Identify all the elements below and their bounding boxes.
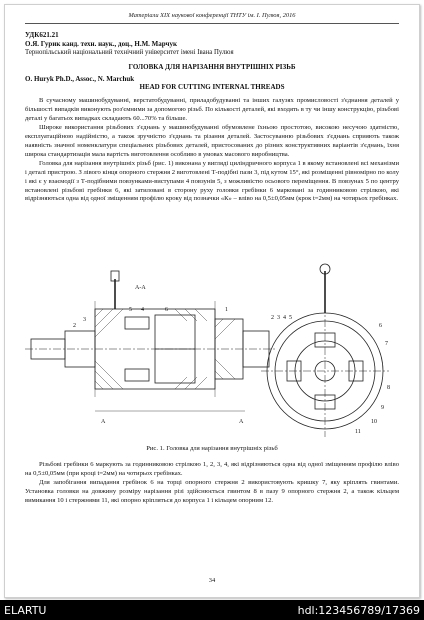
authors-en: O. Huryk Ph.D., Assoc., N. Marchuk xyxy=(25,75,135,83)
paragraph: В сучасному машинобудуванні, верстатобудуванні, приладобудуванні та інших галузях промисловості з'єднання деталей у більшості випадків виконують роз'ємними за допомогою різьб. По кількості деталей, які входять в ту чи іншу конструкцію, різьбові деталі у багатьох випадках складають 60...70% та більше. xyxy=(25,97,399,122)
repository-name: ELARTU xyxy=(4,604,47,617)
affiliation: Тернопільський національний технічний університет імені Івана Пулюя xyxy=(25,49,234,56)
authors-ua: О.Я. Гурик канд. техн. наук., доц., Н.М. Марчук xyxy=(25,40,177,48)
fig-label: 6 xyxy=(165,307,168,313)
fig-label: А-А xyxy=(135,285,146,291)
fig-label: 8 xyxy=(387,385,390,391)
section-view xyxy=(25,271,275,411)
fig-label: 6 xyxy=(379,323,382,329)
fig-label: 4 xyxy=(141,307,144,313)
body-text-1 xyxy=(25,97,399,204)
paragraph: Для запобігання випадання гребінок 6 на торці опорного стержня 2 використовують кришку 7, яку кріплять гвинтами. Установка головки на довжину розміру нарізання різі здійснюється гвинтом 8 в пазу 9 опорного стержня 2, а також кільцем вимикання 10 і стержнями 11, які опорно кріпляться до корпуса 1 і кільцем опорним 12. xyxy=(25,478,399,504)
fig-label: 5 xyxy=(289,315,292,321)
figure-caption: Рис. 1. Головка для нарізання внутрішніх різьб xyxy=(146,445,278,452)
fig-label: 4 xyxy=(283,315,286,321)
fig-label: 9 xyxy=(381,405,384,411)
paragraph: Головка для нарізання внутрішніх різьб (рис. 1) виконана у вигляді циліндричного корпуса 1 в якому встановлені всі механізми і деталі пристрою. З лівого кінця опорного стержня 2 виготовлені Т-подібні пази 3, під кутом 15°, які розміщенні рівномірно по колу і які є у взаємодії з Т-подібними повзунками-виступами 4 повзунів 5, з можливістю осьового переміщення. В повзунах 5 по центру встановлені різьбові гребінки 6, які затиловані в сторону руху головки гребінки 6 марковані за годинниковою стрілкою, які відрізняються одна від одної зміщенням профілю кроку від позначки «К» – вліво на 0,5±0,05мм (крок t=2мм) на чотирьох гребінках. xyxy=(25,159,399,203)
end-view xyxy=(261,264,389,437)
fig-label: 11 xyxy=(355,429,361,435)
fig-label: 10 xyxy=(371,419,377,425)
fig-label: 1 xyxy=(225,307,228,313)
paragraph: Різьбові гребінки 6 маркують за годинниковою стрілкою 1, 2, 3, 4, які відрізняються одна від одної зміщенням профілю вліво на 0,5±0,05мм (при кроці t=2мм) на чотирьох гребінках. xyxy=(25,461,399,477)
paper-page xyxy=(4,4,420,598)
title-en: HEAD FOR CUTTING INTERNAL THREADS xyxy=(139,83,285,91)
body-text-2 xyxy=(25,461,399,506)
fig-label: 2 xyxy=(271,315,274,321)
fig-label: 3 xyxy=(83,317,86,323)
fig-label: 3 xyxy=(277,315,280,321)
fig-label: 5 xyxy=(129,307,132,313)
fig-label: А xyxy=(239,419,244,425)
fig-label: 2 xyxy=(73,323,76,329)
paragraph: Широке використання різьбових з'єднань у машинобудуванні обумовлене їхньою простотою, високою несучою здатністю, експлуатаційною надійністю, а також зручністю з'єднань та різання деталей. Застосуванню різьбових з'єднань сприяють також наявність значної номенклатури спеціальних різьбових деталей, пристосованих до різних конструктивних варіантів з'єднань, їхня широка стандартизація мала вартість виготовлення особливо в умовах масового виробництва. xyxy=(25,123,399,158)
running-header: Матеріали XIX наукової конференції ТНТУ ім. І. Пулюя, 2016 xyxy=(128,12,296,19)
figure-drawing xyxy=(25,261,399,439)
udc-code: УДК621.21 xyxy=(25,31,59,39)
page-number: 34 xyxy=(208,577,216,584)
viewer-footer xyxy=(0,600,424,620)
fig-label: А xyxy=(101,419,106,425)
title-ua: ГОЛОВКА ДЛЯ НАРІЗАННЯ ВНУТРІШНІХ РІЗЬБ xyxy=(128,63,296,71)
fig-label: 7 xyxy=(385,341,388,347)
handle-id: hdl:123456789/17369 xyxy=(297,604,420,617)
header-rule xyxy=(25,23,399,24)
